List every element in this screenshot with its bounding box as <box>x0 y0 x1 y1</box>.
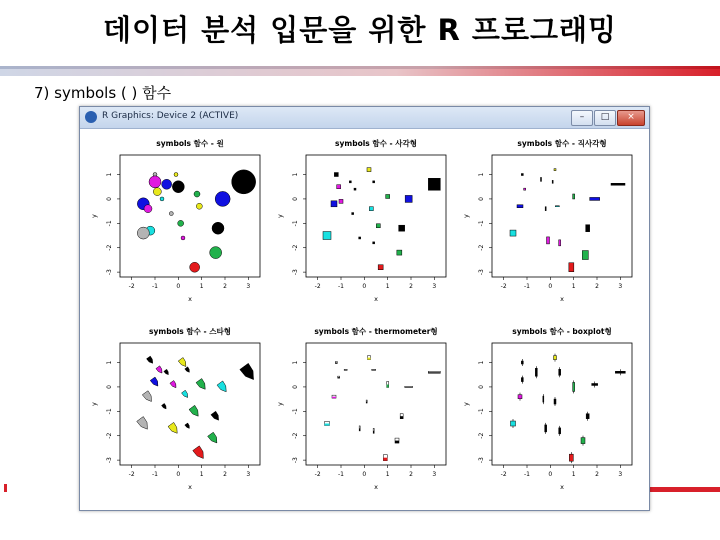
x-tick-label: -1 <box>152 283 158 290</box>
x-tick-label: -2 <box>314 471 321 478</box>
data-point-boxplot <box>521 361 523 364</box>
data-point-boxplot <box>543 396 544 402</box>
thermometer-fill <box>325 424 330 426</box>
x-tick-label: -1 <box>524 471 530 478</box>
data-point-rectangle <box>582 251 588 260</box>
chart-panel-6 <box>462 326 632 491</box>
data-point-square <box>378 265 383 270</box>
data-point-square <box>367 168 371 172</box>
y-tick-label: -3 <box>106 457 113 464</box>
y-tick-label: 1 <box>106 360 113 365</box>
data-point-rectangle <box>569 263 574 272</box>
data-point-circle <box>215 191 230 206</box>
data-point-boxplot <box>535 368 537 376</box>
data-point-square <box>405 195 412 202</box>
title-underline-bar <box>0 66 720 76</box>
data-point-square <box>428 178 440 190</box>
y-tick-label: 1 <box>478 172 485 177</box>
panel-title: symbols 함수 - thermometer형 <box>314 327 438 336</box>
data-point-circle <box>149 176 161 188</box>
plot-frame <box>306 155 446 277</box>
data-point-square <box>386 194 390 198</box>
thermometer-fill <box>395 441 399 444</box>
y-axis-label: y <box>90 402 98 406</box>
chart-panel-3 <box>462 138 632 303</box>
x-tick-label: 3 <box>432 283 437 290</box>
y-tick-label: -2 <box>478 244 485 251</box>
y-tick-label: -1 <box>478 220 485 227</box>
maximize-button[interactable]: □ <box>594 110 616 126</box>
y-tick-label: 0 <box>478 197 485 201</box>
y-tick-label: 0 <box>478 385 485 389</box>
data-point-boxplot <box>573 382 575 391</box>
chart-panel-1 <box>90 138 260 303</box>
thermometer-fill <box>428 372 440 373</box>
data-point-boxplot <box>545 425 547 432</box>
data-point-square <box>359 237 361 239</box>
data-point-circle <box>232 170 256 194</box>
thermometer-fill <box>335 363 337 364</box>
x-tick-label: 3 <box>246 471 251 478</box>
data-point-square <box>354 188 356 190</box>
plot-area <box>86 131 643 505</box>
data-point-rectangle <box>559 240 561 246</box>
data-point-rectangle <box>555 206 559 207</box>
data-point-circle <box>212 222 224 234</box>
x-tick-label: 3 <box>432 471 437 478</box>
y-tick-label: 1 <box>106 172 113 177</box>
y-axis-label: y <box>276 214 284 218</box>
data-point-circle <box>144 205 152 213</box>
plot-frame <box>492 343 632 465</box>
x-tick-label: 3 <box>618 471 623 478</box>
x-tick-label: 0 <box>176 283 181 290</box>
y-tick-label: 1 <box>292 172 299 177</box>
data-point-rectangle <box>547 237 550 244</box>
x-tick-label: -2 <box>128 283 135 290</box>
y-tick-label: -3 <box>478 269 485 276</box>
data-point-boxplot <box>569 454 573 461</box>
data-point-boxplot <box>554 399 556 404</box>
y-tick-label: -3 <box>106 269 113 276</box>
thermometer-fill <box>344 370 347 371</box>
data-point-rectangle <box>524 188 526 190</box>
x-tick-label: 2 <box>223 283 227 290</box>
symbols-plots-canvas <box>86 131 643 505</box>
data-point-rectangle <box>573 194 575 199</box>
x-tick-label: 2 <box>409 471 413 478</box>
x-tick-label: -2 <box>500 471 507 478</box>
x-tick-label: 3 <box>246 283 251 290</box>
thermometer-fill <box>383 458 387 461</box>
data-point-square <box>331 201 337 207</box>
chart-panel-2 <box>276 138 446 303</box>
x-axis-label: x <box>188 295 192 303</box>
data-point-rectangle <box>541 177 542 181</box>
y-tick-label: 1 <box>292 360 299 365</box>
data-point-square <box>334 173 338 177</box>
x-tick-label: 1 <box>199 283 204 290</box>
x-tick-label: 2 <box>409 283 413 290</box>
x-tick-label: 0 <box>548 283 553 290</box>
data-point-circle <box>194 191 200 197</box>
x-tick-label: 1 <box>385 283 390 290</box>
x-tick-label: -2 <box>128 471 135 478</box>
y-axis-label: y <box>276 402 284 406</box>
data-point-circle <box>190 262 200 272</box>
y-tick-label: -1 <box>478 408 485 415</box>
y-tick-label: 0 <box>292 385 299 389</box>
y-axis-label: y <box>462 402 470 406</box>
window-title: R Graphics: Device 2 (ACTIVE) <box>102 111 239 121</box>
thermometer-fill <box>400 416 403 419</box>
data-point-square <box>373 242 375 244</box>
data-point-boxplot <box>581 438 585 444</box>
data-point-square <box>376 224 380 228</box>
thermometer-fill <box>387 384 389 387</box>
thermometer-fill <box>373 431 374 434</box>
thermometer-fill <box>366 402 367 404</box>
data-point-square <box>337 185 341 189</box>
data-point-rectangle <box>590 197 600 200</box>
plot-frame <box>120 343 260 465</box>
x-tick-label: -1 <box>524 283 530 290</box>
x-tick-label: 3 <box>618 283 623 290</box>
chart-panel-4 <box>90 326 260 491</box>
data-point-circle <box>174 173 178 177</box>
data-point-circle <box>178 220 184 226</box>
y-tick-label: -3 <box>292 457 299 464</box>
data-point-circle <box>210 247 222 259</box>
data-point-boxplot <box>511 421 516 426</box>
x-axis-label: x <box>560 483 564 491</box>
y-tick-label: -2 <box>478 432 485 439</box>
minimize-button[interactable]: – <box>571 110 593 126</box>
y-tick-label: -2 <box>292 244 299 251</box>
y-tick-label: -2 <box>292 432 299 439</box>
x-tick-label: 1 <box>571 471 576 478</box>
y-tick-label: -1 <box>106 220 113 227</box>
y-tick-label: -1 <box>106 408 113 415</box>
data-point-circle <box>137 227 149 239</box>
data-point-circle <box>162 179 172 189</box>
data-point-circle <box>172 181 184 193</box>
x-tick-label: -1 <box>338 283 344 290</box>
data-point-rectangle <box>611 183 625 185</box>
window-titlebar[interactable] <box>80 107 649 129</box>
plot-frame <box>306 343 446 465</box>
thermometer-fill <box>405 387 413 388</box>
y-tick-label: -3 <box>478 457 485 464</box>
x-tick-label: 0 <box>362 471 367 478</box>
data-point-square <box>349 181 351 183</box>
data-point-circle <box>169 212 173 216</box>
data-point-boxplot <box>586 414 589 419</box>
data-point-circle <box>196 203 202 209</box>
y-tick-label: -2 <box>106 244 113 251</box>
close-button[interactable]: × <box>617 110 645 126</box>
panel-title: symbols 함수 - 스타형 <box>149 327 231 336</box>
x-tick-label: -2 <box>500 283 507 290</box>
x-tick-label: 0 <box>548 471 553 478</box>
panel-title: symbols 함수 - 원 <box>156 139 224 148</box>
r-graphics-window[interactable] <box>79 106 650 511</box>
x-tick-label: -1 <box>152 471 158 478</box>
panel-title: symbols 함수 - 사각형 <box>335 139 417 148</box>
panel-title: symbols 함수 - boxplot형 <box>512 327 612 336</box>
data-point-square <box>397 250 402 255</box>
data-point-boxplot <box>554 356 557 360</box>
x-axis-label: x <box>374 483 378 491</box>
x-tick-label: 2 <box>223 471 227 478</box>
plot-frame <box>492 155 632 277</box>
data-point-rectangle <box>521 174 523 176</box>
y-tick-label: 0 <box>106 197 113 201</box>
x-tick-label: 0 <box>362 283 367 290</box>
data-point-boxplot <box>592 383 598 385</box>
y-tick-label: 0 <box>106 385 113 389</box>
r-logo-icon <box>85 111 97 123</box>
data-point-rectangle <box>517 205 523 208</box>
slide-title: 데이터 분석 입문을 위한 R 프로그래밍 <box>102 13 618 47</box>
thermometer-fill <box>338 377 340 378</box>
data-point-square <box>399 225 405 231</box>
y-tick-label: -1 <box>292 408 299 415</box>
x-tick-label: 2 <box>595 283 599 290</box>
data-point-rectangle <box>510 230 516 236</box>
x-tick-label: 2 <box>595 471 599 478</box>
data-point-boxplot <box>518 395 522 399</box>
panel-title: symbols 함수 - 직사각형 <box>517 139 607 148</box>
thermometer-fill <box>359 428 360 431</box>
x-tick-label: 1 <box>199 471 204 478</box>
data-point-square <box>339 199 343 203</box>
x-axis-label: x <box>560 295 564 303</box>
data-point-circle <box>160 197 164 201</box>
data-point-square <box>369 207 373 211</box>
data-point-rectangle <box>554 169 556 171</box>
data-point-boxplot <box>559 428 561 434</box>
thermometer-fill <box>368 358 371 360</box>
y-tick-label: -3 <box>292 269 299 276</box>
data-point-circle <box>181 236 185 240</box>
data-point-rectangle <box>552 180 553 183</box>
thermometer-fill <box>332 397 336 399</box>
x-axis-label: x <box>188 483 192 491</box>
data-point-boxplot <box>521 378 523 382</box>
left-accent-mark <box>4 484 7 492</box>
chart-panel-5 <box>276 326 446 491</box>
x-tick-label: 0 <box>176 471 181 478</box>
y-tick-label: -1 <box>292 220 299 227</box>
x-tick-label: 1 <box>571 283 576 290</box>
data-point-boxplot <box>615 371 625 373</box>
data-point-boxplot <box>559 369 561 375</box>
data-point-square <box>373 181 375 183</box>
y-axis-label: y <box>90 214 98 218</box>
data-point-circle <box>153 188 161 196</box>
data-point-rectangle <box>586 225 590 232</box>
y-tick-label: -2 <box>106 432 113 439</box>
thermometer-fill <box>372 370 376 371</box>
x-tick-label: -1 <box>338 471 344 478</box>
y-tick-label: 1 <box>478 360 485 365</box>
y-axis-label: y <box>462 214 470 218</box>
section-subtitle: 7) symbols ( ) 함수 <box>34 84 172 102</box>
data-point-square <box>352 213 354 215</box>
data-point-square <box>323 232 331 240</box>
data-point-rectangle <box>545 207 546 211</box>
bottom-accent-bar <box>650 487 720 492</box>
y-tick-label: 0 <box>292 197 299 201</box>
x-axis-label: x <box>374 295 378 303</box>
x-tick-label: 1 <box>385 471 390 478</box>
x-tick-label: -2 <box>314 283 321 290</box>
